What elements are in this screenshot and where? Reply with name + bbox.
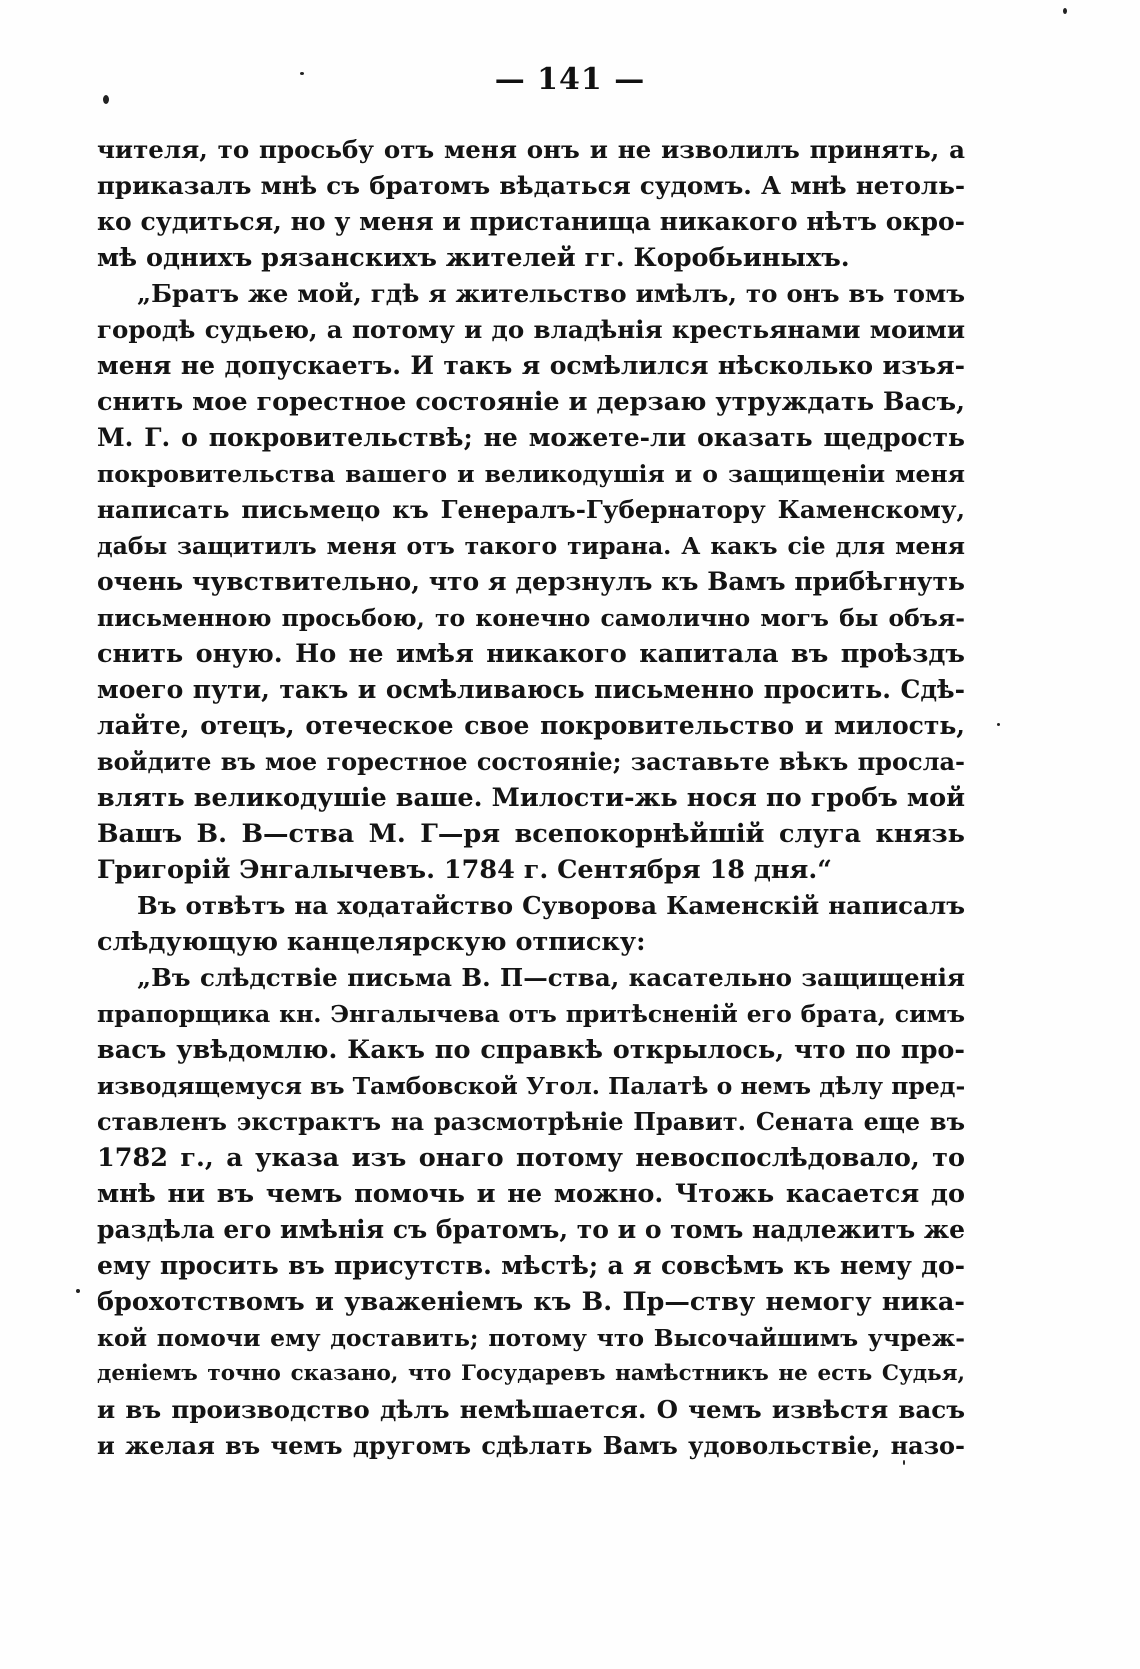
text-line: Григорій Энгалычевъ. 1784 г. Сентября 18 дня.“: [97, 855, 832, 885]
text-line: Вашъ В. В—ства М. Г—ря всепокорнѣйшій слуга князь: [97, 819, 965, 849]
text-line: деніемъ точно сказано, что Государевъ намѣстникъ не есть Судья,: [97, 1361, 965, 1386]
ink-speck: [1063, 8, 1067, 14]
text-line: снить мое горестное состояніе и дерзаю утруждать Васъ,: [97, 387, 965, 417]
text-line: мѣ однихъ рязанскихъ жителей гг. Коробьиныхъ.: [97, 243, 850, 273]
text-line: васъ увѣдомлю. Какъ по справкѣ открылось, что по про-: [97, 1035, 965, 1065]
text-line: ему просить въ присутств. мѣстѣ; а я совсѣмъ къ нему до-: [97, 1251, 965, 1280]
text-line: кой помочи ему доставить; потому что Высочайшимъ учреж-: [97, 1324, 965, 1352]
text-line: прапорщика кн. Энгалычева отъ притѣсненій его брата, симъ: [97, 1000, 965, 1028]
text-line: городѣ судьею, а потому и до владѣнія крестьянами моими: [97, 315, 965, 344]
text-line: чителя, то просьбу отъ меня онъ и не изволилъ принять, а: [97, 135, 965, 164]
text-line: моего пути, такъ и осмѣливаюсь письменно просить. Сдѣ-: [97, 675, 965, 704]
text-line: приказалъ мнѣ съ братомъ вѣдаться судомъ. А мнѣ нетоль-: [97, 171, 965, 200]
text-line: и въ производство дѣлъ немѣшается. О чемъ извѣстя васъ: [97, 1395, 965, 1424]
text-line: 1782 г., а указа изъ онаго потому невоспослѣдовало, то: [97, 1143, 965, 1173]
text-line: ставленъ экстрактъ на разсмотрѣніе Правит. Сената еще въ: [97, 1107, 965, 1136]
ink-speck: [103, 95, 109, 104]
ink-speck: [76, 1289, 80, 1293]
text-line: „Въ слѣдствіе письма В. П—ства, касательно защищенія: [137, 963, 965, 992]
text-line: „Братъ же мой, гдѣ я жительство имѣлъ, то онъ въ томъ: [137, 279, 965, 308]
ink-speck: [997, 723, 1000, 726]
text-line: изводящемуся въ Тамбовской Угол. Палатѣ о немъ дѣлу пред-: [97, 1072, 965, 1100]
text-line: и желая въ чемъ другомъ сдѣлать Вамъ удовольствіе, назо-: [97, 1431, 965, 1460]
text-line: слѣдующую канцелярскую отписку:: [97, 927, 646, 957]
ink-speck: [300, 72, 304, 75]
text-line: влять великодушіе ваше. Милости-жь нося по гробъ мой: [97, 783, 965, 813]
text-line: М. Г. о покровительствѣ; не можете-ли оказать щедрость: [97, 423, 965, 452]
text-line: меня не допускаетъ. И такъ я осмѣлился нѣсколько изъя-: [97, 351, 965, 380]
text-line: покровительства вашего и великодушія и о защищеніи меня: [97, 460, 965, 488]
text-line: Въ отвѣтъ на ходатайство Суворова Каменскій написалъ: [137, 891, 965, 920]
text-line: написать письмецо къ Генералъ-Губернатору Каменскому,: [97, 495, 965, 524]
text-line: лайте, отецъ, отеческое свое покровительство и милость,: [97, 711, 965, 740]
text-line: дабы защитилъ меня отъ такого тирана. А какъ сіе для меня: [97, 532, 965, 560]
text-line: письменною просьбою, то конечно самолично могъ бы объя-: [97, 604, 965, 632]
text-line: мнѣ ни въ чемъ помочь и не можно. Чтожь касается до: [97, 1179, 965, 1209]
page-number: — 141 —: [494, 62, 646, 97]
text-line: снить оную. Но не имѣя никакого капитала въ проѣздъ: [97, 639, 965, 669]
text-line: очень чувствительно, что я дерзнулъ къ Вамъ прибѣгнуть: [97, 567, 965, 596]
body-text: [97, 132, 965, 1464]
text-line: войдите въ мое горестное состояніе; заставьте вѣкъ просла-: [97, 747, 965, 776]
text-line: ко судиться, но у меня и пристанища никакого нѣтъ окро-: [97, 207, 965, 236]
text-line: раздѣла его имѣнія съ братомъ, то и о томъ надлежитъ же: [97, 1215, 965, 1244]
text-line: брохотствомъ и уваженіемъ къ В. Пр—ству немогу ника-: [97, 1287, 965, 1317]
